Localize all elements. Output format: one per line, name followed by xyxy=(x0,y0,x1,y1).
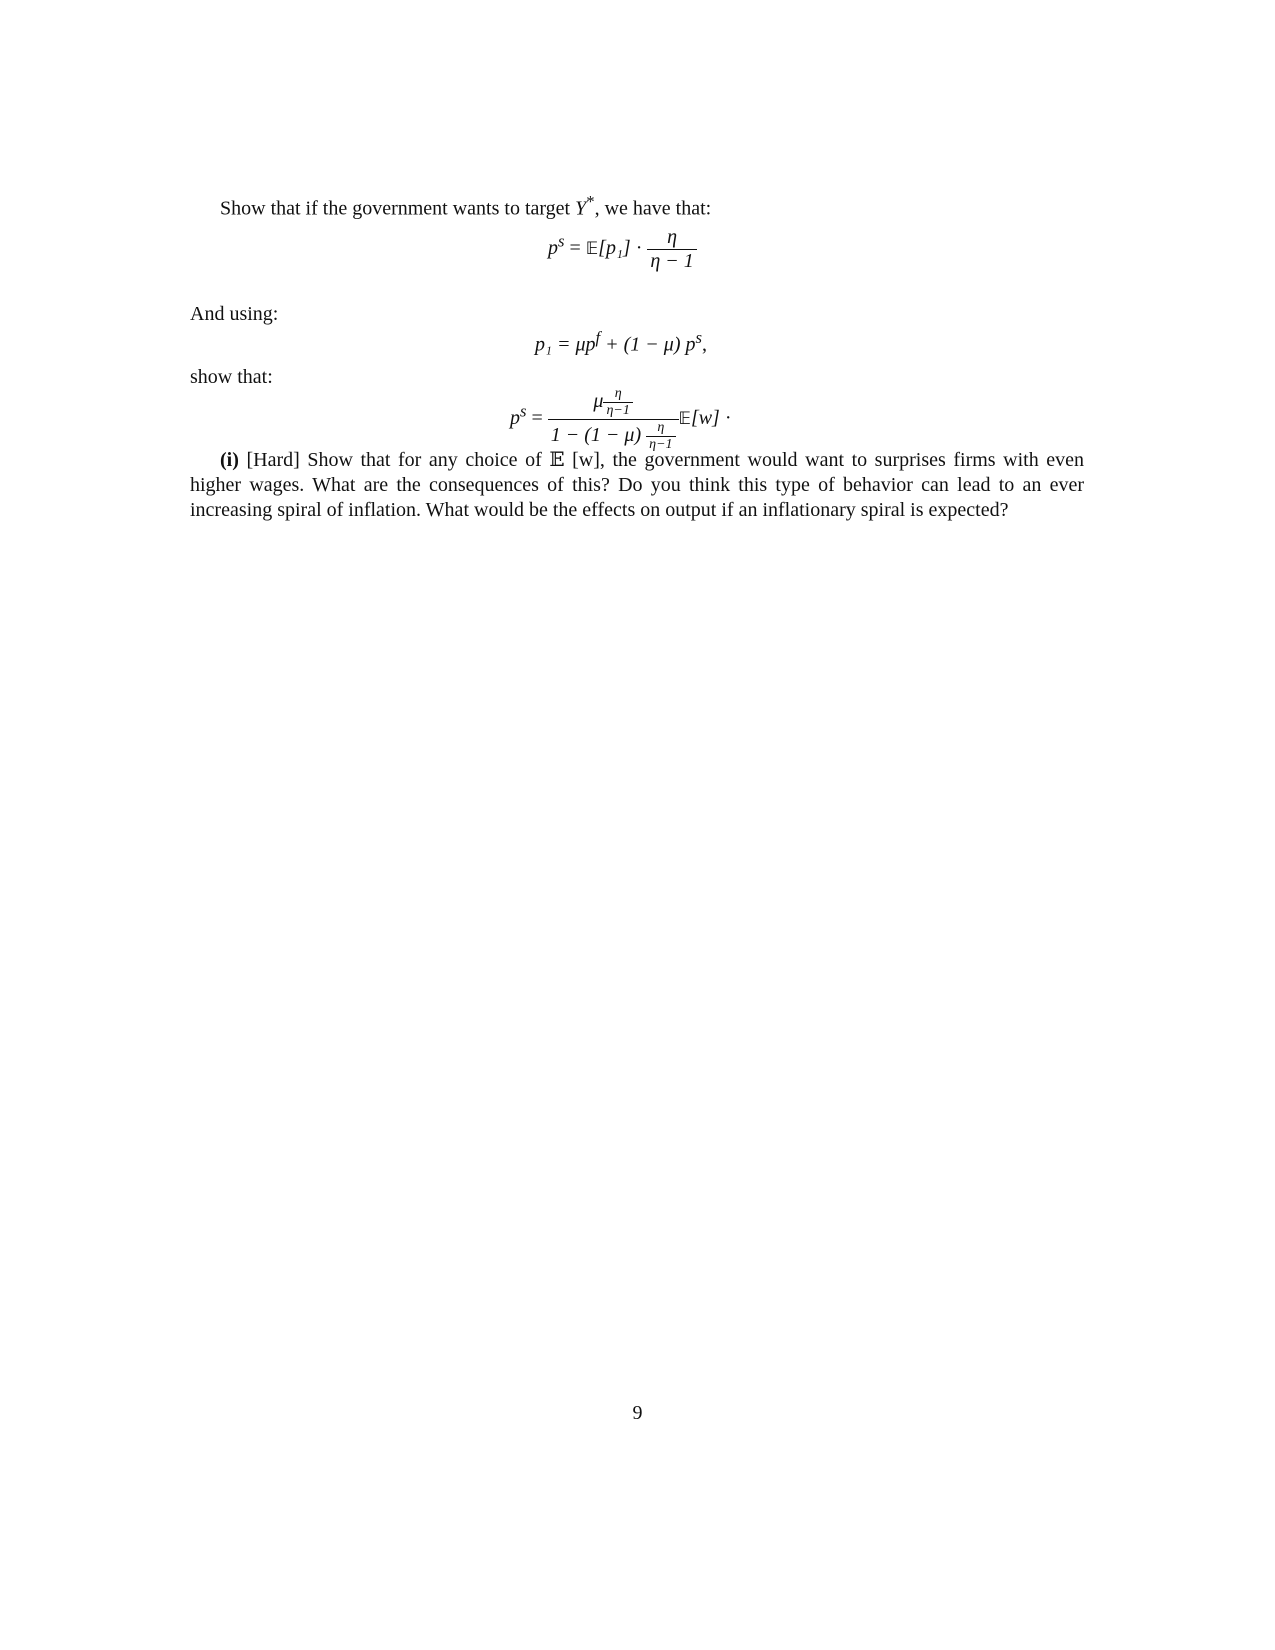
eq1-fraction xyxy=(647,226,696,273)
intro-suffix: , we have that: xyxy=(594,197,712,220)
eq2-text-end: , xyxy=(701,333,707,356)
equation-1 xyxy=(548,226,697,273)
eq2-sup-s: s xyxy=(695,328,702,347)
page-number: 9 xyxy=(632,1402,643,1424)
eq1-expectation: 𝔼 xyxy=(585,239,599,260)
target-symbol: Y xyxy=(575,197,587,220)
eq1-dot: · xyxy=(630,237,648,260)
eq3-num-small-fraction xyxy=(603,386,632,419)
eq3-den-small-den: η−1 xyxy=(646,436,675,453)
part-i-text: [Hard] Show that for any choice of 𝔼 [w], the government would want to surprises firms with even higher wages. What are the consequences of this? Do you think this type of behavior can lead to an ever increasing spiral of inflation. What would be the effects on output if an inflationary spiral is expected? xyxy=(190,449,1085,521)
eq3-den-small-num: η xyxy=(657,420,665,435)
and-using-label: And using: xyxy=(190,303,279,325)
eq3-expectation: 𝔼 xyxy=(678,409,691,430)
eq2-text-mid: + (1 − μ) p xyxy=(600,333,696,356)
eq1-equals: = xyxy=(564,237,586,260)
eq1-arg: [p₁] xyxy=(598,237,631,260)
equation-2 xyxy=(535,328,707,357)
eq3-num-mu: μ xyxy=(593,390,604,413)
show-that-label: show that: xyxy=(190,366,273,388)
eq3-equals: = xyxy=(526,407,548,430)
eq3-lhs: p xyxy=(510,407,520,430)
eq3-den-prefix: 1 − (1 − μ) xyxy=(550,424,647,447)
part-i-paragraph xyxy=(190,448,1084,523)
eq3-num-small-num: η xyxy=(614,386,622,401)
eq3-dot: · xyxy=(719,407,732,430)
eq3-lhs-sup: s xyxy=(520,401,527,421)
target-superscript: * xyxy=(586,192,595,211)
eq3-num-small-den: η−1 xyxy=(603,402,632,419)
eq2-sup-f: f xyxy=(595,328,601,347)
eq1-lhs-sup: s xyxy=(558,231,565,251)
eq3-arg: [w] xyxy=(690,407,720,430)
eq2-text-start: p₁ = μp xyxy=(535,333,596,356)
eq1-denominator: η − 1 xyxy=(647,249,696,273)
intro-sentence xyxy=(220,190,711,221)
eq1-numerator: η xyxy=(667,226,678,248)
eq3-main-fraction xyxy=(548,386,679,453)
part-i-label: (i) xyxy=(220,449,239,471)
equation-3 xyxy=(510,386,732,453)
eq3-numerator xyxy=(548,386,679,419)
intro-prefix: Show that if the government wants to target xyxy=(220,197,576,220)
eq1-lhs: p xyxy=(548,237,558,260)
